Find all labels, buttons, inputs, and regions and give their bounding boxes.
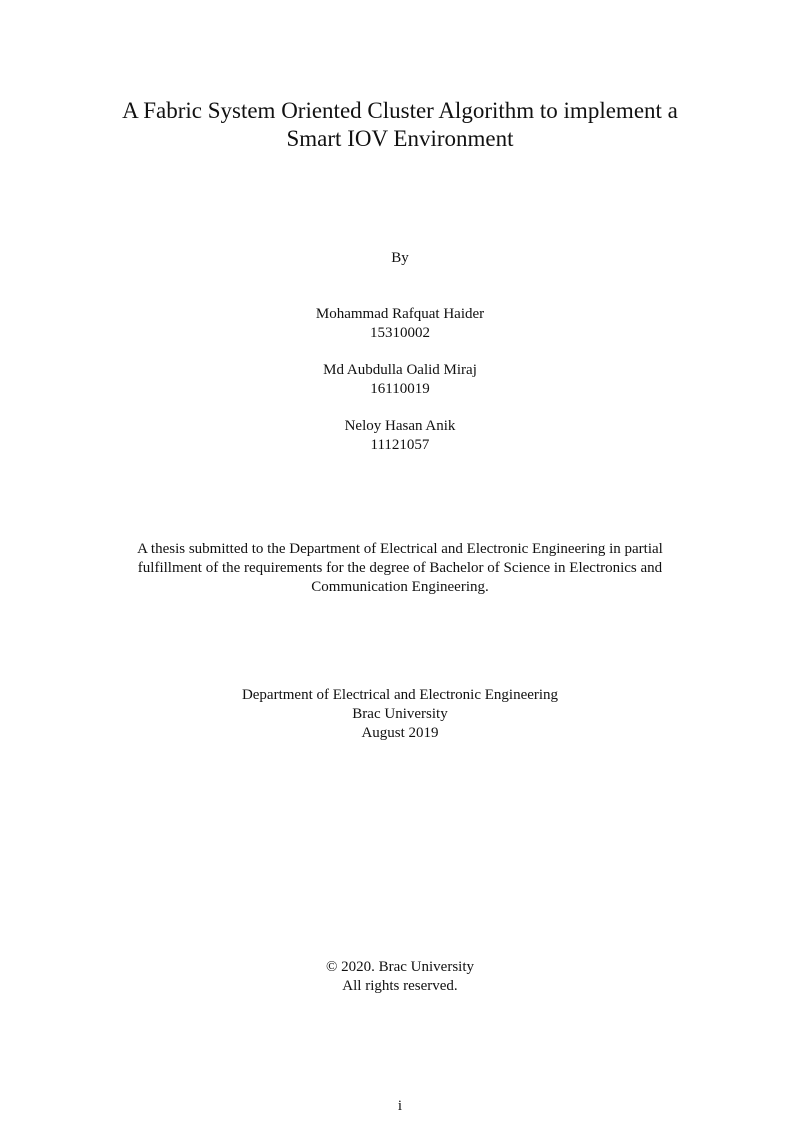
author-entry — [0, 361, 800, 399]
submission-date: August 2019 — [361, 725, 439, 741]
by-label — [0, 249, 800, 268]
thesis-title — [0, 97, 800, 153]
thesis-statement-line-2: fulfillment of the requirements for the degree of Bachelor of Science in Electronics and — [137, 560, 663, 576]
author-id: 15310002 — [370, 325, 430, 341]
by-text: By — [391, 250, 409, 266]
page-number — [0, 1097, 800, 1116]
copyright-line-2: All rights reserved. — [342, 978, 458, 994]
author-name: Md Aubdulla Oalid Miraj — [323, 362, 477, 378]
copyright-notice — [0, 958, 800, 996]
page-number-text: i — [397, 1098, 403, 1114]
institution-info — [0, 686, 800, 743]
university-name: Brac University — [352, 706, 448, 722]
author-entry — [0, 305, 800, 343]
thesis-title-line-2: Smart IOV Environment — [286, 126, 514, 151]
author-id: 11121057 — [370, 437, 430, 453]
copyright-line-1: © 2020. Brac University — [325, 959, 475, 975]
thesis-statement — [0, 540, 800, 597]
thesis-title-line-1: A Fabric System Oriented Cluster Algorithm to implement a — [122, 98, 678, 123]
department-name: Department of Electrical and Electronic Engineering — [241, 687, 559, 703]
author-id: 16110019 — [370, 381, 430, 397]
thesis-statement-line-3: Communication Engineering. — [311, 579, 489, 595]
author-entry — [0, 417, 800, 455]
thesis-statement-line-1: A thesis submitted to the Department of Electrical and Electronic Engineering in partial — [137, 541, 663, 557]
author-name: Neloy Hasan Anik — [344, 418, 456, 434]
author-name: Mohammad Rafquat Haider — [315, 306, 485, 322]
